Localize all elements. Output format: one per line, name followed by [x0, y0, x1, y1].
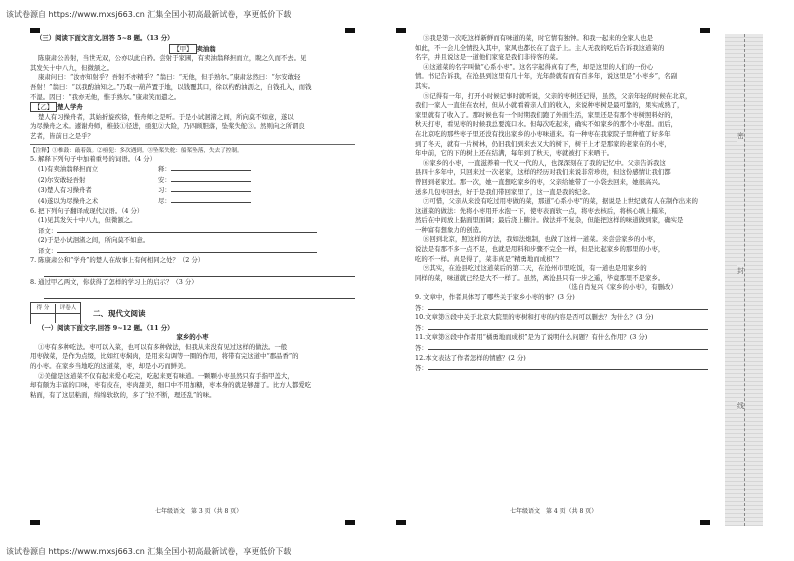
q5-item: (3)楚人有习操舟者 习： [30, 185, 355, 196]
question-8: 8. 通过甲乙两文，你获得了怎样的学习上的启示？（3 分） [30, 278, 198, 287]
annotation-note: 【注释】①椎鼓：敲着鼓。②亟犯：多次遇到。③坠桨失舵：船桨坠落，失去了控制。 [30, 147, 243, 154]
seal-line [744, 34, 745, 526]
q6-sentence-1: (1)见其发矢十中八九，但微颔之。 [38, 216, 137, 225]
corner-mark [30, 28, 40, 33]
essay-line: 名字，并且说这是一道他们家宴是我们非待客的菜。 [415, 53, 562, 62]
essay-line: ①枣有多种吃法。枣可以入菜，也可以有多种做法，但我从来没有见过这样的做法。一般 [38, 342, 288, 351]
question-10: 10.文章第⑤段中关于北京大院里的枣树和打枣的内容是否可以删去？为什么？(3 分) [415, 313, 654, 322]
passage-line: 吾射！”翁曰：“以我酌油知之。”乃取一葫芦置于地，以钱覆其口，徐以杓酌油沥之，自钱孔入，而钱 [30, 82, 312, 91]
passage-line: 楚人有习操舟者，其始折旋疾徐，惟舟师之是听。于是小试洄渚之间，所向莫不如意，遂以 [38, 112, 294, 121]
passage-a-title: 【甲】 卖油翁 [30, 44, 355, 55]
question-7: 7. 陈康肃公和“学舟”的楚人在故事上有何相同之处？（2 分） [30, 256, 205, 265]
page-footer: 七年级语文 第 4 页（共 8 页） [510, 508, 598, 515]
question-5: 5. 解释下列句子中加着重号的词语。（4 分） [30, 154, 157, 163]
essay-line: ⑤记得有一年，打开小时候记事时就听说，父亲的枣树还记得，虽然，父亲年轻的时候在北京， [423, 91, 692, 100]
essay-line: 如此，不一会儿全情投入其中，家风也都长在了盘子上。主人无我的吃后告诉我这道菜的 [415, 43, 665, 52]
passage-b-title: 【乙】 楚人学舟 [30, 102, 355, 113]
essay-line: ⑨其实，在沧县吃过这道菜后的第二天，在沧州市里吃饭，有一道也是用家乡的 [423, 264, 647, 273]
passage-line: 康肃问曰：“汝亦知射乎？吾射不亦精乎？”翁曰：“无他，但手熟尔。”康肃忿然曰：“尔安敢轻 [38, 73, 301, 82]
exam-page-3 [30, 34, 355, 522]
question-9: 9. 文章中，作者具体写了哪些关于家乡小枣的事？(3 分) [415, 293, 575, 302]
essay-line: 其实。 [415, 81, 435, 90]
essay-line: 县四十多年中，只回来过一次老家，这样的经历对我们来说非常珍贵，但这份感情让我们都 [415, 168, 671, 177]
essay-line: ⑥家乡的小枣，一直滋养着一代又一代的人，也深深刻在了我的记忆中。父亲告诉我这 [423, 158, 666, 167]
answer-line[interactable]: 答： [415, 303, 715, 314]
essay-line: 一种富有想象力的创造。 [415, 225, 486, 234]
essay-line: 吃的不一样。真是得了，菜非真是“精勇地而成枳”？ [415, 254, 563, 263]
essay-line: 曾回到老家过。那一次，她一直想吃家乡的枣，父亲给她带了一小袋去回来，她很高兴。 [415, 177, 665, 186]
seal-char: 密 [737, 132, 744, 140]
question-6: 6. 把下列句子翻译成现代汉语。（4 分） [30, 206, 144, 215]
answer-line[interactable]: 答： [415, 343, 715, 354]
essay-line: 却有颇为丰富的口味，枣有皮在，枣肉甜美，细口中不用加糖，枣本身的就足够甜了。比方人都爱吃 [30, 381, 312, 390]
passage-line: 艺者，皆前日之是乎？ [30, 131, 94, 140]
essay-line: 送多几包枣回去，好于是我们带回家里了，这一直是我的纪念。 [415, 187, 594, 196]
section-heading: （一）阅读下面文字,回答 9~12 题。（11 分） [38, 323, 174, 332]
essay-line: ⑧回到北京，照这样的方法，我如法炮制，也做了这样一道菜。来尝尝家乡的小枣， [423, 235, 660, 244]
answer-line[interactable]: 答： [415, 323, 715, 334]
essay-line: ④这道菜的名字叫做“心系小枣”。这名字起得真有了些，却是这里的人们的一份心 [423, 62, 654, 71]
essay-line: 到了冬天，就有一片树林，仍旧我们到来去又大的树下，树干上才是那家的老家在的小枣， [415, 139, 671, 148]
essay-line: 在北京吃的那些枣子里还没有找出家乡的小枣味道来。有一种枣在我家院子里种植了好多年 [415, 129, 671, 138]
q5-item: (4)遂以为尽操舟之术 尽： [30, 196, 355, 207]
essay-line: 秋天打枣，看见枣的时候我总要流口水。但每次吃起来，确实不如家乡的那个小枣甜。而后， [415, 120, 678, 129]
q5-item: (1)有卖油翁释担而立 释： [30, 164, 355, 175]
essay-line: 家里就有了收入了。那时候也有一个时期我们跑了外面生活，家里还是有那个枣树照料好的， [415, 110, 678, 119]
essay-line: 情。书记告诉我，在沧县到这里有几十年，光年龄就有而有百多年，说这里是“小枣乡”，名副 [415, 72, 678, 81]
translation-line[interactable]: 译文： [30, 246, 355, 257]
q6-sentence-2: (2)于是小试洄渚之间，所向莫不如意。 [38, 236, 150, 245]
essay-line: 粘面，有了这层粘面，绵绵软软的，多了“拉不断，理还乱”的味。 [30, 390, 216, 399]
essay-line: ⑦可惜，父亲从来没有吃过用枣做的菜，那道“心系小枣”的菜，据说是上世纪就有人在制作出来的 [423, 197, 698, 206]
passage-line: 为尽操舟之术。遽谢舟师，椎鼓①径进，亟犯②大险，乃四顾胆落，坠桨失舵③。然则向之所谓良 [30, 122, 305, 131]
answer-line[interactable] [44, 289, 355, 299]
answer-line[interactable]: 答： [415, 363, 715, 374]
essay-line: 同样的菜，味道就已经是大不一样了。虽然，离沧县只有一步之遥，毕竟那里不是家乡。 [415, 273, 665, 282]
essay-title: 家乡的小枣 [176, 333, 209, 342]
essay-line: 年中前，它的下的树上还在结满，每年到了秋天，枣就被打下来晒干。 [415, 149, 614, 158]
question-11: 11.文章第⑧段中作者用“橘勇地而成枳”是为了说明什么问题？有什么作用？(3 分) [415, 333, 648, 342]
question-12: 12.本文表达了作者怎样的情感？(2 分) [415, 353, 526, 362]
page-footer: 七年级语文 第 3 页（共 8 页） [155, 508, 243, 515]
passage-line: 陈康肃公善射，当世无双，公亦以此自矜。尝射于家圃，有卖油翁释担而立，睨之久而不去。见 [38, 54, 307, 63]
essay-line: 然后在中间放上黏面里面调；最后浇上糖汁。做法并不复杂，但能把这样的味道做到家，确实是 [415, 216, 684, 225]
essay-line: 的小枣。在家乡当地吃的这道菜，枣，却是小巧而鲜美。 [30, 362, 190, 371]
corner-mark [345, 28, 355, 33]
essay-line: 这道菜的做法：先将小枣用开水泡一下，使枣表面软一点，将枣去核后，将核心填上糯米， [415, 206, 671, 215]
corner-mark [396, 520, 406, 525]
q5-item: (2)尔安敢轻吾射 安： [30, 175, 355, 186]
essay-line: ②美健是这道菜不仅有起来爱心吃完，吃起来更有味道。一颗颗小枣虽然只有手指甲盖大， [38, 371, 294, 380]
seal-char: 封 [737, 267, 744, 275]
source-note: （选自肖复兴《家乡的小枣》，有删改） [565, 283, 677, 292]
divider [30, 144, 355, 145]
score-row [30, 302, 355, 324]
answer-line[interactable] [44, 267, 355, 277]
score-box: 得 分 评卷人 [30, 302, 81, 324]
footer-watermark: 该试卷源自 https://www.mxsj663.cn 汇集全国小初高最新试卷，享更低价下载 [6, 547, 292, 556]
corner-mark [396, 28, 406, 33]
essay-line: 说法是有那不多一点不足，也就是用料和步骤不完全一样，但是比起家乡的那里的小枣， [415, 245, 665, 254]
essay-line: ③我是第一次吃这样新鲜而有味道的菜，时它情有独钟。和我一起来的全家人也是 [423, 34, 654, 42]
essay-line: 我们一家人一直住在农村，但从小就看着亲人们的收入，来说种枣树是最可靠的，果实成熟了， [415, 101, 684, 110]
translation-line[interactable]: 译文： [30, 226, 355, 237]
section-heading: （三）阅读下面文言文,回答 5~8 题。（13 分） [36, 34, 174, 42]
essay-line: 用枣做菜，是作为点缀，比如红枣焖肉，是用来勾调等一圈的作用，将带有完这道中“郡品香”的 [30, 352, 299, 361]
exam-page-4 [415, 34, 715, 522]
seal-char: 线 [737, 402, 744, 410]
corner-mark [700, 28, 710, 33]
passage-line: 不湿。因曰：“我亦无他，惟手熟尔。”康肃笑而遣之。 [30, 92, 181, 101]
passage-line: 其发矢十中八九，但微颔之。 [30, 63, 114, 72]
section-title: 二、现代文阅读 [93, 309, 146, 319]
header-watermark: 该试卷源自 https://www.mxsj663.cn 汇集全国小初高最新试卷，享更低价下载 [6, 10, 292, 19]
